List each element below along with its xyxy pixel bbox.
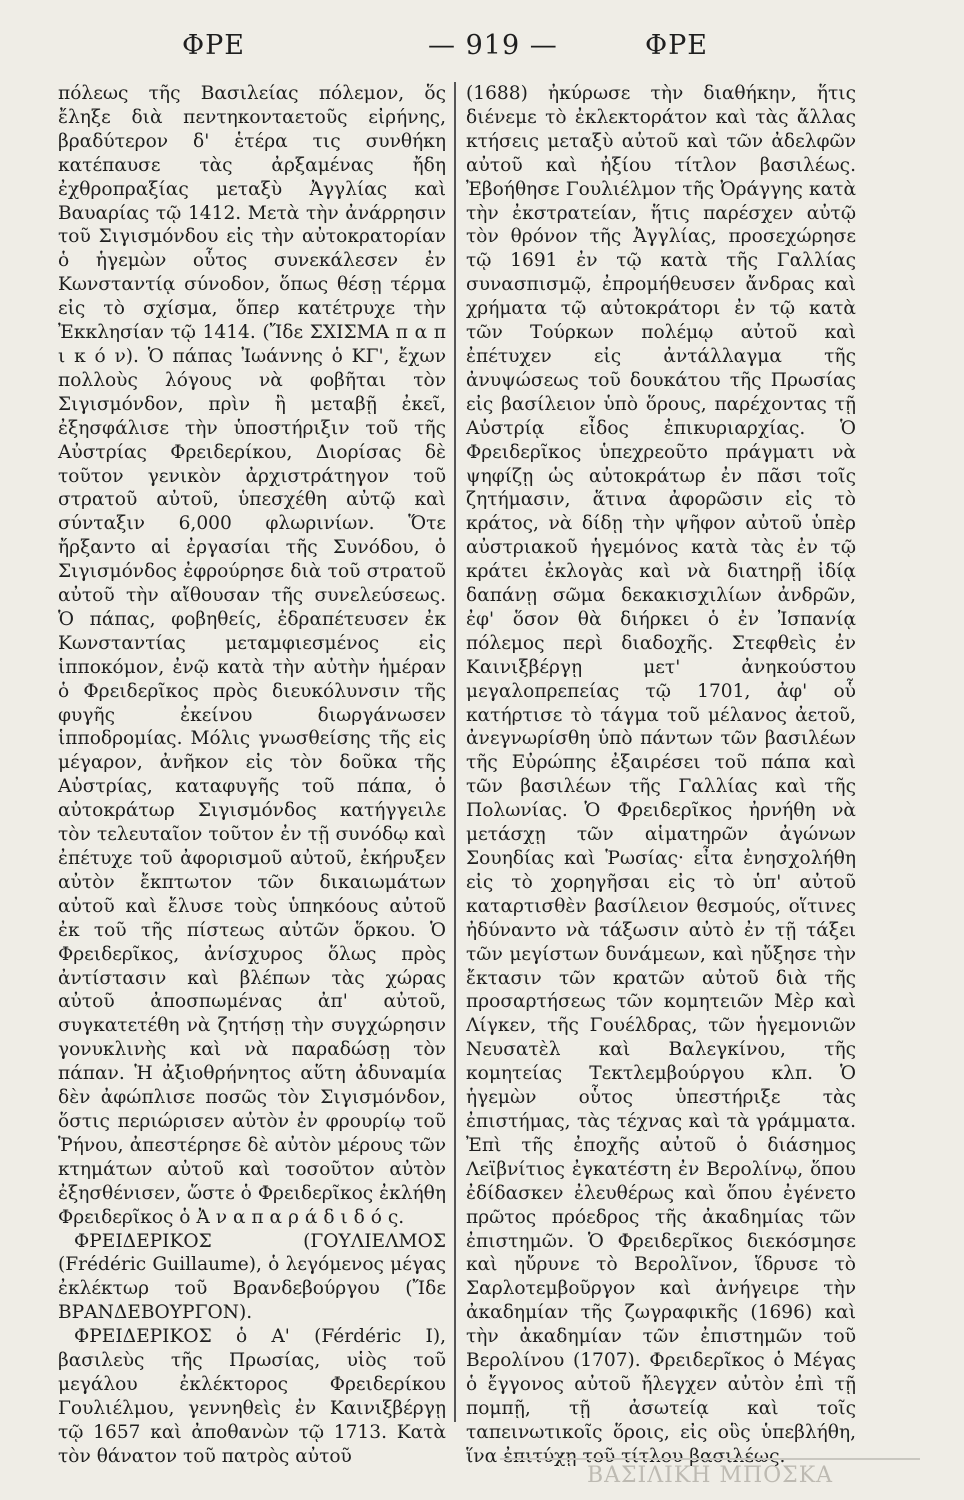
right-paragraph-1: (1688) ἠκύρωσε τὴν διαθήκην, ἥτις διένεμε τὸ ἐκλεκτοράτον καὶ τὰς ἄλλας κτήσεις μεταξὺ αὐτοῦ καὶ τῶν ἀδελφῶν αὐτοῦ καὶ ἠξίου τίτλον βασιλέως. Ἐβοήθησε Γουλιέλμον τῆς Ὀράγγης κατὰ τὴν ἐκστρατείαν, ἥτις παρέσχεν αὐτῷ τὸν θρόνον τῆς Ἀγγλίας, προσεχώρησε τῷ 1691 ἐν τῷ κατὰ τῆς Γαλλίας συνασπισμῷ, ἐπρομήθευσεν ἄνδρας καὶ χρήματα τῷ αὐτοκράτορι ἐν τῷ κατὰ τῶν Τούρκων πολέμῳ αὐτοῦ καὶ ἐπέτυχεν εἰς ἀντάλλαγμα τῆς ἀνυψώσεως τοῦ δουκάτου τῆς Πρωσίας εἰς βασίλειον ὑπὸ ὅρους, παρέχοντας τῇ Αὐστρίᾳ εἶδος ἐπικυριαρχίας. Ὁ Φρειδερῖκος ὑπεχρεοῦτο πράγματι νὰ ψηφίζῃ ὡς αὐτοκράτωρ ἐν πᾶσι τοῖς ζητήμασιν, ἅτινα ἀφορῶσιν εἰς τὸ κράτος, νὰ δίδῃ τὴν ψῆφον αὐτοῦ ὑπὲρ αὐστριακοῦ ἡγεμόνος κατὰ τὰς ἐν τῷ κράτει ἐκλογὰς καὶ νὰ διατηρῇ ἰδίᾳ δαπάνῃ σῶμα δεκακισχιλίων ἀνδρῶν, ἐφ' ὅσον θὰ διήρκει ὁ ἐν Ἰσπανίᾳ πόλεμος περὶ διαδοχῆς. Στεφθεὶς ἐν Καινιξβέργῃ μετ' ἀνηκούστου μεγαλοπρεπείας τῷ 1701, ἀφ' οὗ κατήρτισε τὸ τάγμα τοῦ μέλανος ἀετοῦ, ἀνεγνωρίσθη ὑπὸ πάντων τῶν βασιλέων τῆς Εὐρώπης ἐξαιρέσει τοῦ πάπα καὶ τῶν βασιλέων τῆς Γαλλίας καὶ τῆς Πολωνίας. Ὁ Φρειδερῖκος ἠρνήθη νὰ μετάσχῃ τῶν αἱματηρῶν ἀγώνων Σουηδίας καὶ Ῥωσίας· εἶτα ἐνησχολήθη εἰς τὸ χορηγῆσαι εἰς τὸ ὑπ' αὐτοῦ καταρτισθὲν βασίλειον θεσμούς, οἵτινες ἠδύναντο νὰ τάξωσιν αὐτὸ ἐν τῇ τάξει τῶν μεγίστων δυνάμεων, καὶ ηὔξησε τὴν ἔκτασιν τῶν κρατῶν αὐτοῦ διὰ τῆς προσαρτήσεως τῶν κομητειῶν Μὲρ καὶ Λίγκεν, τῆς Γουέλδρας, τῶν ἡγεμονιῶν Νευσατὲλ καὶ Βαλεγκίνου, τῆς κομητείας Τεκτλεμβούργου κλπ. Ὁ ἡγεμὼν οὗτος ὑπεστήριξε τὰς ἐπιστήμας, τὰς τέχνας καὶ τὰ γράμματα. Ἐπὶ τῆς ἐποχῆς αὐτοῦ ὁ διάσημος Λεϊβνίτιος ἐγκατέστη ἐν Βερολίνῳ, ὅπου ἐδίδασκεν ἐλευθέρως καὶ ὅπου ἐγένετο πρῶτος πρόεδρος τῆς ἀκαδημίας τῶν ἐπιστημῶν. Ὁ Φρειδερῖκος διεκόσμησε καὶ ηὔρυνε τὸ Βερολῖνον, ἵδρυσε τὸ Σαρλοτεμβοῦργον καὶ ἀνήγειρε τὴν ἀκαδημίαν τῆς ζωγραφικῆς (1696) καὶ τὴν ἀκαδημίαν τῶν ἐπιστημῶν τοῦ Βερολίνου (1707). Φρειδερῖκος ὁ Μέγας ὁ ἔγγονος αὐτοῦ ἤλεγχεν αὐτὸν ἐπὶ τῇ πομπῇ, τῇ ἀσωτείᾳ καὶ τοῖς ταπεινωτικοῖς ὅροις, εἰς οὓς ὑπεβλήθη, ἵνα ἐπιτύχῃ τοῦ τίτλου βασιλέως. [466,83,856,1467]
page-number: — 919 — [428,30,558,61]
left-paragraph-2: ΦΡΕΙΔΕΡΙΚΟΣ (ΓΟΥΛΙΕΛΜΟΣ (Frédéric Guillaume), ὁ λεγόμενος μέγας ἐκλέκτωρ τοῦ Βρανδεβούργου (Ἴδε ΒΡΑΝΔΕΒΟΥΡΓΟΝ). [58,1230,446,1324]
running-head-right: ΦΡΕ [645,30,709,61]
left-paragraph-3: ΦΡΕΙΔΕΡΙΚΟΣ ὁ Α' (Férdéric I), βασιλεὺς τῆς Πρωσίας, υἱὸς τοῦ μεγάλου ἐκλέκτορος Φρειδερίκου Γουλιέλμου, γεννηθεὶς ἐν Καινιξβέργῃ τῷ 1657 καὶ ἀποθανὼν τῷ 1713. Κατὰ τὸν θάνατον τοῦ πατρὸς αὐτοῦ [58,1326,446,1467]
library-stamp: ΒΑΣΙΛΙΚΗ ΜΠΟΣΚΑ [500,1458,920,1490]
column-divider [454,82,456,1422]
right-column [466,82,856,1469]
left-column [58,82,446,1469]
left-paragraph-1: πόλεως τῆς Βασιλείας πόλεμον, ὅς ἔληξε διὰ πεντηκονταετοῦς εἰρήνης, βραδύτερον δ' ἑτέρα τις συνθήκη κατέπαυσε τὰς ἀρξαμένας ἤδη ἐχθροπραξίας μεταξὺ Ἀγγλίας καὶ Βαυαρίας τῷ 1412. Μετὰ τὴν ἀνάρρησιν τοῦ Σιγισμόνδου εἰς τὴν αὐτοκρατορίαν ὁ ἡγεμὼν οὗτος συνεκάλεσεν ἐν Κωνσταντίᾳ σύνοδον, ὅπως θέσῃ τέρμα εἰς τὸ σχίσμα, ὅπερ κατέτρυχε τὴν Ἐκκλησίαν τῷ 1414. (Ἴδε ΣΧΙΣΜΑ π α π ι κ ό ν). Ὁ πάπας Ἰωάννης ὁ ΚΓ', ἔχων πολλοὺς λόγους νὰ φοβῆται τὸν Σιγισμόνδον, πρὶν ἢ μεταβῇ ἐκεῖ, ἐξησφάλισε τὴν ὑποστήριξιν τοῦ τῆς Αὐστρίας Φρειδερίκου, Διορίσας δὲ τοῦτον γενικὸν ἀρχιστράτηγον τοῦ στρατοῦ αὐτοῦ, ὑπεσχέθη αὐτῷ καὶ σύνταξιν 6,000 φλωρινίων. Ὅτε ἤρξαντο αἱ ἐργασίαι τῆς Συνόδου, ὁ Σιγισμόνδος ἐφρούρησε διὰ τοῦ στρατοῦ αὐτοῦ τὴν αἴθουσαν τῆς συνελεύσεως. Ὁ πάπας, φοβηθείς, ἐδραπέτευσεν ἐκ Κωνσταντίας μεταμφιεσμένος εἰς ἱπποκόμον, ἐνῷ κατὰ τὴν αὐτὴν ἡμέραν ὁ Φρειδερῖκος πρὸς διευκόλυνσιν τῆς φυγῆς ἐκείνου διωργάνωσεν ἱπποδρομίας. Μόλις γνωσθείσης τῆς εἰς μέγαρον, ἀνῆκον εἰς τὸν δοῦκα τῆς Αὐστρίας, καταφυγῆς τοῦ πάπα, ὁ αὐτοκράτωρ Σιγισμόνδος κατήγγειλε τὸν τελευταῖον τοῦτον ἐν τῇ συνόδῳ καὶ ἐπέτυχε τοῦ ἀφορισμοῦ αὐτοῦ, ἐκήρυξεν αὐτὸν ἔκπτωτον τῶν δικαιωμάτων αὐτοῦ καὶ ἔλυσε τοὺς ὑπηκόους αὐτοῦ ἐκ τοῦ τῆς πίστεως αὐτῶν ὅρκου. Ὁ Φρειδερῖκος, ἀνίσχυρος ὅλως πρὸς ἀντίστασιν καὶ βλέπων τὰς χώρας αὐτοῦ ἀποσπωμένας ἀπ' αὐτοῦ, συγκατετέθη νὰ ζητήσῃ τὴν συγχώρησιν γονυκλινὴς καὶ νὰ παραδώσῃ τὸν πάπαν. Ἡ ἀξιοθρήνητος αὕτη ἀδυναμία δὲν ἀφώπλισε ποσῶς τὸν Σιγισμόνδον, ὅστις περιώρισεν αὐτὸν ἐν φρουρίῳ τοῦ Ῥήνου, ἀπεστέρησε δὲ αὐτὸν μέρους τῶν κτημάτων αὐτοῦ καὶ τοσοῦτον αὐτὸν ἐξησθένισεν, ὥστε ὁ Φρειδερῖκος ἐκλήθη Φρειδερῖκος ὁ Ἀ ν α π α ρ ά δ ι δ ό ς. [58,83,446,1228]
running-head-left: ΦΡΕ [182,30,246,61]
